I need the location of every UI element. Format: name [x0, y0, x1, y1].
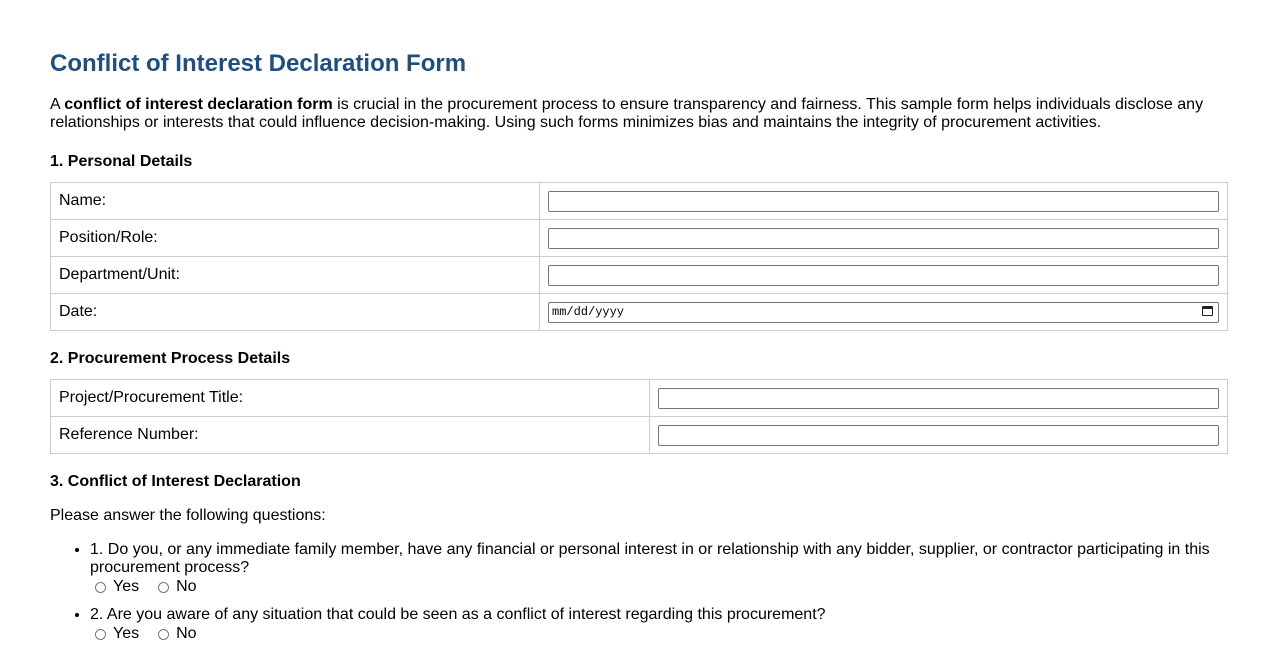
- radio-group: [90, 625, 1228, 643]
- table-row: [51, 220, 1228, 257]
- name-label: Name:: [51, 183, 540, 220]
- table-row: [51, 257, 1228, 294]
- table-row: [51, 294, 1228, 331]
- radio-label: No: [176, 625, 197, 642]
- page-title: Conflict of Interest Declaration Form: [50, 50, 467, 77]
- radio-no[interactable]: [158, 578, 196, 596]
- intro-suffix: is crucial in the procurement process to ensure transparency and fairness. This sample form helps individuals disclose any relationships or interests that could influence decision-making. Using such forms minimizes bias and maintains the integrity of procurement activities.: [50, 96, 1204, 131]
- list-item: [90, 606, 1228, 643]
- name-input[interactable]: [548, 191, 1219, 212]
- section-heading-conflict-declaration: 3. Conflict of Interest Declaration: [50, 473, 301, 490]
- table-row: [51, 183, 1228, 220]
- radio-group: [90, 578, 1228, 596]
- radio-yes[interactable]: [95, 625, 139, 643]
- radio-yes[interactable]: [95, 578, 139, 596]
- radio-no[interactable]: [158, 625, 196, 643]
- instructions-text: Please answer the following questions:: [50, 507, 326, 524]
- intro-paragraph: [50, 96, 1228, 132]
- radio-label: No: [176, 578, 197, 595]
- position-role-input[interactable]: [548, 228, 1219, 249]
- radio-label: Yes: [113, 578, 140, 595]
- project-title-input[interactable]: [658, 388, 1219, 409]
- procurement-details-table: [50, 379, 1228, 454]
- section-heading-personal-details: 1. Personal Details: [50, 153, 193, 170]
- date-input[interactable]: [548, 302, 1219, 323]
- project-title-label: Project/Procurement Title:: [51, 380, 650, 417]
- radio-button[interactable]: [95, 582, 106, 593]
- date-placeholder[interactable]: mm/dd/yyyy: [548, 302, 1219, 323]
- intro-bold-term: conflict of interest declaration form: [64, 96, 333, 113]
- list-item: [90, 541, 1228, 596]
- question-text: 2. Are you aware of any situation that could be seen as a conflict of interest regarding this procurement?: [90, 606, 826, 623]
- personal-details-table: [50, 182, 1228, 331]
- radio-button[interactable]: [95, 629, 106, 640]
- calendar-icon[interactable]: [1202, 306, 1213, 316]
- intro-prefix: A: [50, 96, 65, 113]
- table-row: [51, 380, 1228, 417]
- date-label: Date:: [51, 294, 540, 331]
- position-role-label: Position/Role:: [51, 220, 540, 257]
- table-row: [51, 417, 1228, 454]
- radio-button[interactable]: [158, 582, 169, 593]
- department-unit-label: Department/Unit:: [51, 257, 540, 294]
- reference-number-input[interactable]: [658, 425, 1219, 446]
- question-text: 1. Do you, or any immediate family member, have any financial or personal interest in or relationship with any bidder, supplier, or contractor participating in this procurement process?: [90, 541, 1210, 576]
- questions-list: [50, 541, 1228, 643]
- section-heading-procurement-details: 2. Procurement Process Details: [50, 350, 291, 367]
- radio-label: Yes: [113, 625, 140, 642]
- department-unit-input[interactable]: [548, 265, 1219, 286]
- radio-button[interactable]: [158, 629, 169, 640]
- reference-number-label: Reference Number:: [51, 417, 650, 454]
